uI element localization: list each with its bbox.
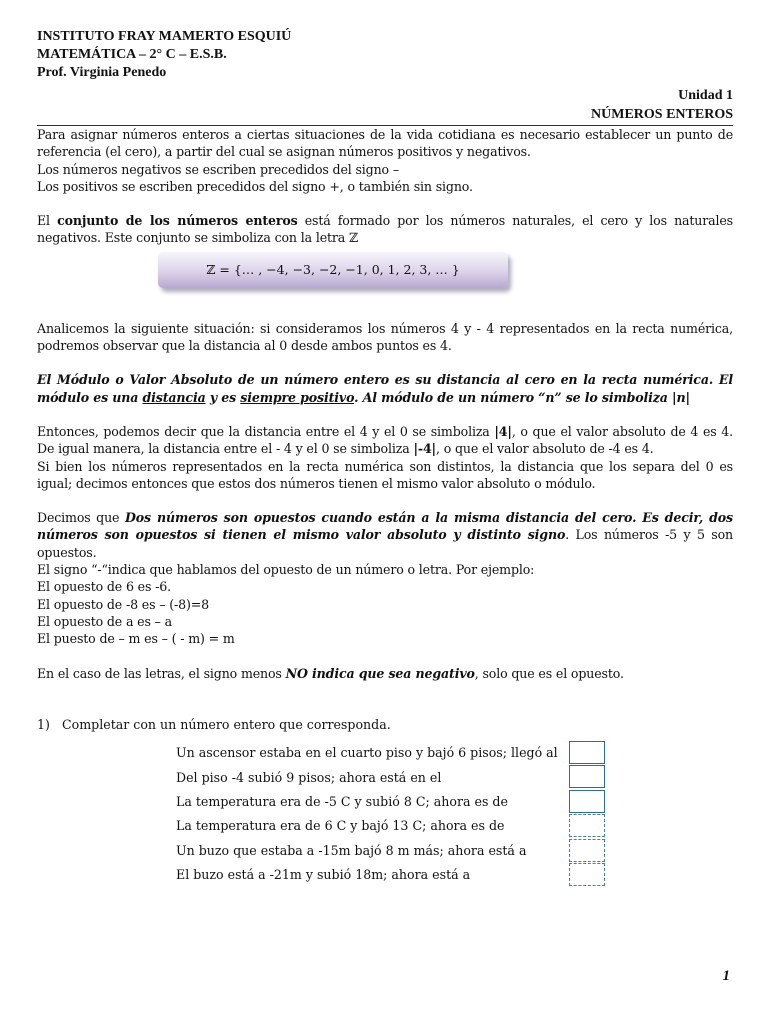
opposite-example-2: El opuesto de -8 es – (-8)=8 [37,596,210,612]
exercise-instruction: Completar con un número entero que corresponda. [62,716,391,732]
exercise-item: Un buzo que estaba a -15m bajó 8 m más; ahora está a [176,842,527,858]
exercise-number: 1) [37,716,50,732]
opposite-example-1: El opuesto de 6 es -6. [37,579,171,595]
exercise-list [37,744,733,896]
school-name: INSTITUTO FRAY MAMERTO ESQUIÚ [37,29,292,44]
exercise-item: La temperatura era de 6 C y bajó 13 C; ahora es de [176,817,505,833]
page-number: 1 [722,968,730,984]
answer-box[interactable] [569,839,605,862]
letters-note: En el caso de las letras, el signo menos NO indica que sea negativo, solo que es el opuesto. [37,665,624,681]
opposites-definition: Decimos que Dos números son opuestos cuando están a la misma distancia del cero. Es decir, dos números son opuestos si tienen el mismo valor absoluto y distinto signo. Los números -5 y 5 son opuestos. [37,510,734,560]
integers-set-formula: ℤ = {… , −4, −3, −2, −1, 0, 1, 2, 3, … } [158,252,508,288]
teacher-name: Prof. Virginia Penedo [37,65,167,80]
intro-paragraph: Para asignar números enteros a ciertas situaciones de la vida cotidiana es necesario establecer un punto de referencia (el cero), a partir del cual se asignan números positivos y negativos. [37,127,733,160]
exercise-item: Del piso -4 subió 9 pisos; ahora está en el [176,769,442,785]
exercise-item: Un ascensor estaba en el cuarto piso y bajó 6 pisos; llegó al [176,744,558,760]
unit-label: Unidad 1 [678,88,733,103]
answer-box[interactable] [569,741,605,764]
same-distance-paragraph: Si bien los números representados en la recta numérica son distintos, la distancia que los separa del 0 es igual; decimos entonces que estos dos números tienen el mismo valor absoluto o módulo. [37,458,733,491]
answer-box[interactable] [569,790,605,813]
document-page [37,28,733,896]
answer-box[interactable] [569,814,605,837]
exercise-title [37,716,733,733]
analysis-paragraph: Analicemos la siguiente situación: si consideramos los números 4 y - 4 representados en la recta numérica, podremos observar que la distancia al 0 desde ambos puntos es 4. [37,320,733,354]
answer-box[interactable] [569,765,605,788]
positives-line: Los positivos se escriben precedidos del signo +, o también sin signo. [37,178,473,194]
absolute-value-definition: El Módulo o Valor Absoluto de un número entero es su distancia al cero en la recta numérica. El módulo es una distancia y es siempre positivo. Al módulo de un número “n” se lo simboliza |n| [37,372,733,405]
absolute-value-example: Entonces, podemos decir que la distancia entre el 4 y el 0 se simboliza |4|, o que el valor absoluto de 4 es 4. De igual manera, la distancia entre el - 4 y el 0 se simboliza |-4|, o que el valor absoluto de -4 es 4. [37,423,733,457]
negatives-line: Los números negativos se escriben precedidos del signo – [37,161,399,177]
integers-set-term: conjunto de los números enteros [57,213,298,229]
opposite-example-3: El opuesto de a es – a [37,613,172,629]
minus-sign-line: El signo “-“indica que hablamos del opuesto de un número o letra. Por ejemplo: [37,562,535,578]
exercise-item: La temperatura era de -5 C y subió 8 C; ahora es de [176,793,508,809]
exercise-item: El buzo está a -21m y subió 18m; ahora está a [176,866,471,882]
opposite-example-4: El puesto de – m es – ( - m) = m [37,631,235,647]
answer-box[interactable] [569,863,605,886]
integers-set-paragraph: El conjunto de los números enteros está formado por los números naturales, el cero y los naturales negativos. Este conjunto se simboliza con la letra ℤ [37,213,733,246]
course-line: MATEMÁTICA – 2° C – E.S.B. [37,47,227,62]
unit-topic: NÚMEROS ENTEROS [591,107,733,122]
